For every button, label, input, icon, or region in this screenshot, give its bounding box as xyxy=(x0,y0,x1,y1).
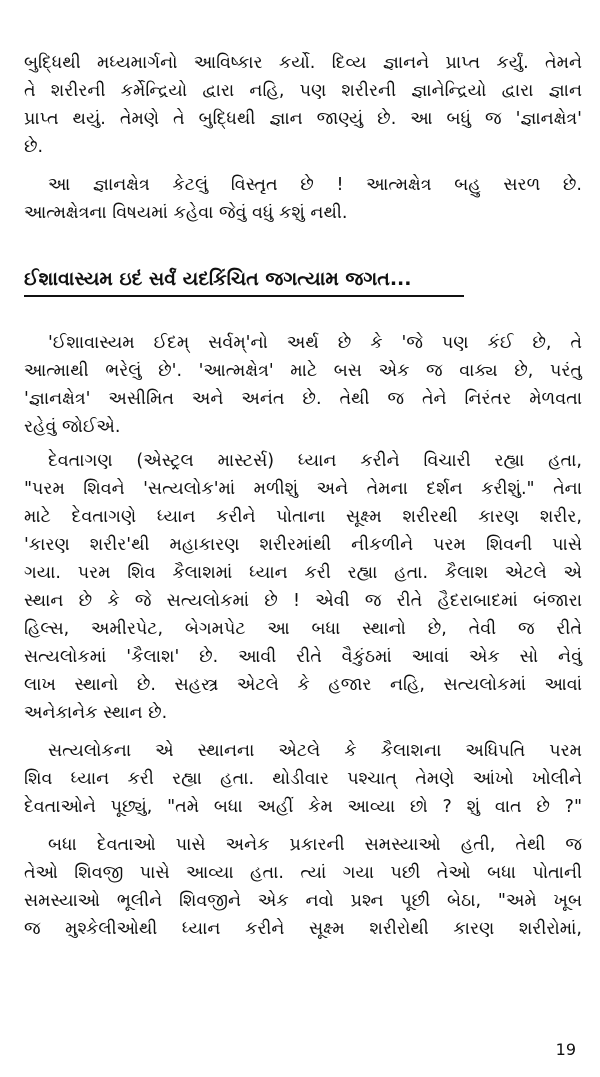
paragraph-line: બધા દેવતાઓ પાસે અનેક પ્રકારની સમસ્યાઓ હતી, તેથી જ xyxy=(48,835,582,855)
page-number: 19 xyxy=(555,1040,576,1059)
paragraph-line: દેવતાગણ (એસ્ટ્રલ માસ્ટર્સ) ધ્યાન કરીને વિચારી રહ્યા હતા, xyxy=(48,451,582,471)
paragraph-line: રહેવું જોઈએ. xyxy=(24,417,121,437)
section-heading: ઈશાવાસ્યમ ઇદં સર્વં યદકિંચિત જગત્યામ જગત... xyxy=(24,268,412,290)
paragraph-line: છે. xyxy=(24,137,44,157)
paragraph-line: સ્થાન છે કે જે સત્યલોકમાં છે ! એવી જ રીતે હૈદરાબાદમાં બંજારા xyxy=(24,591,582,611)
paragraph-line: સમસ્યાઓ ભૂલીને શિવજીને એક નવો પ્રશ્ન પૂછી બેઠા, "અમે ખૂબ xyxy=(24,891,582,911)
paragraph-line: માટે દેવતાગણે ધ્યાન કરીને પોતાના સૂક્ષ્મ શરીરથી કારણ શરીર, xyxy=(24,507,582,527)
paragraph-line: સત્યલોકમાં 'કૈલાશ' છે. આવી રીતે વૈકુંઠમાં આવાં એક સો નેવું xyxy=(24,647,582,667)
paragraph-line: 'જ્ઞાનક્ષેત્ર' અસીમિત અને અનંત છે. તેથી જ તેને નિરંતર મેળવતા xyxy=(24,389,582,409)
paragraph-line: તેઓ શિવજી પાસે આવ્યા હતા. ત્યાં ગયા પછી તેઓ બધા પોતાની xyxy=(24,863,582,883)
paragraph-line: લાખ સ્થાનો છે. સહસ્ત્ર એટલે કે હજાર નહિ, સત્યલોકમાં આવાં xyxy=(24,675,582,695)
paragraph-line: તે શરીરની કર્મેન્દ્રિયો દ્વારા નહિ, પણ શરીરની જ્ઞાનેન્દ્રિયો દ્વારા જ્ઞાન xyxy=(24,81,582,101)
paragraph-line: સત્યલોકના એ સ્થાનના એટલે કે કૈલાશના અધિપતિ પરમ xyxy=(48,741,582,761)
paragraph-line: આ જ્ઞાનક્ષેત્ર કેટલું વિસ્તૃત છે ! આત્મક્ષેત્ર બહુ સરળ છે. xyxy=(48,175,582,195)
paragraph-line: હિલ્સ, અમીરપેટ, બેગમપેટ આ બધા સ્થાનો છે, તેવી જ રીતે xyxy=(24,619,582,639)
paragraph-line: જ મુશ્કેલીઓથી ધ્યાન કરીને સૂક્ષ્મ શરીરોથી કારણ શરીરોમાં, xyxy=(24,919,582,939)
paragraph-line: "પરમ શિવને 'સત્યલોક'માં મળીશું અને તેમના દર્શન કરીશું." તેના xyxy=(24,479,582,499)
paragraph-line: 'કારણ શરીર'થી મહાકારણ શરીરમાંથી નીકળીને પરમ શિવની પાસે xyxy=(24,535,582,555)
paragraph-line: આત્મક્ષેત્રના વિષયમાં કહેવા જેવું વધું કશું નથી. xyxy=(24,203,348,223)
paragraph-line: શિવ ધ્યાન કરી રહ્યા હતા. થોડીવાર પશ્ચાત્ તેમણે આંખો ખોલીને xyxy=(24,769,582,789)
paragraph-line: અનેકાનેક સ્થાન છે. xyxy=(24,703,168,723)
heading-underline xyxy=(24,295,464,297)
paragraph-line: આત્માથી ભરેલું છે'. 'આત્મક્ષેત્ર' માટે બસ એક જ વાક્ય છે, પરંતુ xyxy=(24,361,582,381)
paragraph-line: 'ઈશાવાસ્યમ ઈદમ્ સર્વમ્'નો અર્થ છે કે 'જે પણ કંઈ છે, તે xyxy=(48,333,582,353)
paragraph-line: પ્રાપ્ત થયું. તેમણે તે બુદ્ધિથી જ્ઞાન જાણ્યું છે. આ બધું જ 'જ્ઞાનક્ષેત્ર' xyxy=(24,109,582,129)
paragraph-line: ગયા. પરમ શિવ કૈલાશમાં ધ્યાન કરી રહ્યા હતા. કૈલાશ એટલે એ xyxy=(24,563,582,583)
paragraph-line: દેવતાઓને પૂછ્યું, "તમે બધા અહીં કેમ આવ્યા છો ? શું વાત છે ?" xyxy=(24,797,582,817)
paragraph-line: બુદ્ધિથી મધ્યમાર્ગનો આવિષ્કાર કર્યો. દિવ્ય જ્ઞાનને પ્રાપ્ત કર્યું. તેમને xyxy=(24,53,582,73)
